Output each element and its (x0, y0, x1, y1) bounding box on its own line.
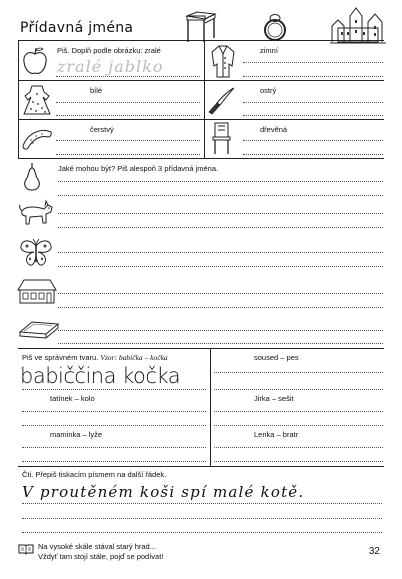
word-drevena: dřevěná (260, 125, 288, 134)
word-bile: bílé (90, 86, 103, 95)
pair-soused-pes: soused – pes (254, 353, 299, 362)
example-answer: babiččina kočka (20, 364, 181, 388)
instruction-2: Jaké mohou být? Piš alespoň 3 přídavná jména. (58, 164, 219, 173)
footer-line-1: Na vysoké skále stával starý hrad... (38, 542, 156, 551)
trace-text: zralé jablko (57, 57, 164, 76)
apple-icon (22, 46, 48, 76)
knife-icon (208, 86, 236, 116)
instruction-3: Piš ve správném tvaru. Vzor: babička – kočka (22, 353, 168, 362)
pair-lenka-bratr: Lenka – bratr (254, 430, 299, 439)
footer-line-2: Vždyť tam stojí stále, pojď se podívat! (38, 552, 164, 561)
instruction-1: Piš. Doplň podle obrázku: zralé (57, 46, 161, 55)
table-icon (185, 10, 217, 44)
word-zimni: zimní (260, 46, 278, 55)
house-icon (16, 278, 58, 304)
page-title: Přídavná jména (20, 20, 134, 36)
castle-icon (330, 6, 386, 44)
word-cerstvy: čerstvý (90, 125, 114, 134)
dress-icon (22, 84, 52, 116)
pair-tatinek-kolo: tatínek – kolo (50, 394, 95, 403)
column-divider-2 (210, 348, 211, 466)
instruction-4: Čti. Přepiš tiskacím písmem na další řádek. (22, 470, 167, 479)
pear-icon (22, 162, 42, 192)
sausage-icon (20, 124, 54, 152)
column-divider (204, 40, 205, 158)
ring-icon (262, 12, 288, 42)
coat-icon (210, 44, 236, 78)
pair-maminka-lyze: maminka – lyže (50, 430, 103, 439)
dog-icon (18, 199, 54, 227)
word-ostry: ostrý (260, 86, 277, 95)
book-icon (18, 318, 60, 340)
frame-left (18, 40, 19, 158)
page-number: 32 (368, 546, 380, 557)
book-footer-icon (18, 543, 34, 555)
butterfly-icon (18, 238, 54, 268)
cursive-sentence: V proutěném koši spí malé kotě. (22, 483, 305, 501)
pair-jirka-sesit: Jirka – sešit (254, 394, 294, 403)
chair-icon (212, 121, 232, 155)
